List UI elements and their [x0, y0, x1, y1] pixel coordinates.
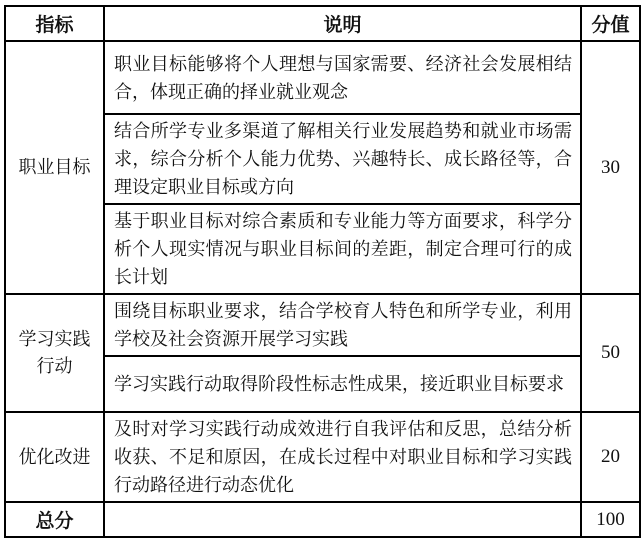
description-cell: 结合所学专业多渠道了解相关行业发展趋势和就业市场需求，综合分析个人能力优势、兴趣特长、成长路径等，合理设定职业目标或方向	[104, 114, 581, 204]
table-row-optimization	[5, 412, 640, 502]
description-cell: 学习实践行动取得阶段性标志性成果，接近职业目标要求	[104, 356, 581, 412]
description-cell: 围绕目标职业要求，结合学校育人特色和所学专业，利用学校及社会资源开展学习实践	[104, 294, 581, 356]
indicator-cell-career-goal	[5, 41, 104, 294]
table-row-career-goal-1	[5, 41, 640, 114]
description-cell: 职业目标能够将个人理想与国家需要、经济社会发展相结合，体现正确的择业就业观念	[104, 41, 581, 114]
score-cell-optimization: 20	[581, 412, 640, 502]
total-label-cell: 总分	[5, 502, 104, 537]
header-row	[5, 6, 640, 41]
header-score: 分值	[581, 6, 640, 41]
indicator-cell-learning-practice	[5, 294, 104, 412]
indicator-label: 学习实践行动	[18, 329, 91, 376]
total-score-cell: 100	[581, 502, 640, 537]
description-cell: 及时对学习实践行动成效进行自我评估和反思，总结分析收获、不足和原因，在成长过程中对职业目标和学习实践行动路径进行动态优化	[104, 412, 581, 502]
header-description: 说明	[104, 6, 581, 41]
indicator-cell-optimization	[5, 412, 104, 502]
indicator-label: 优化改进	[18, 446, 91, 467]
description-cell: 基于职业目标对综合素质和专业能力等方面要求，科学分析个人现实情况与职业目标间的差距，制定合理可行的成长计划	[104, 204, 581, 294]
table-row-learning-practice-1	[5, 294, 640, 356]
scoring-rubric-table	[4, 5, 641, 538]
indicator-label: 职业目标	[18, 157, 91, 177]
header-indicator: 指标	[5, 6, 104, 41]
score-cell-learning-practice: 50	[581, 294, 640, 412]
score-cell-career-goal: 30	[581, 41, 640, 294]
